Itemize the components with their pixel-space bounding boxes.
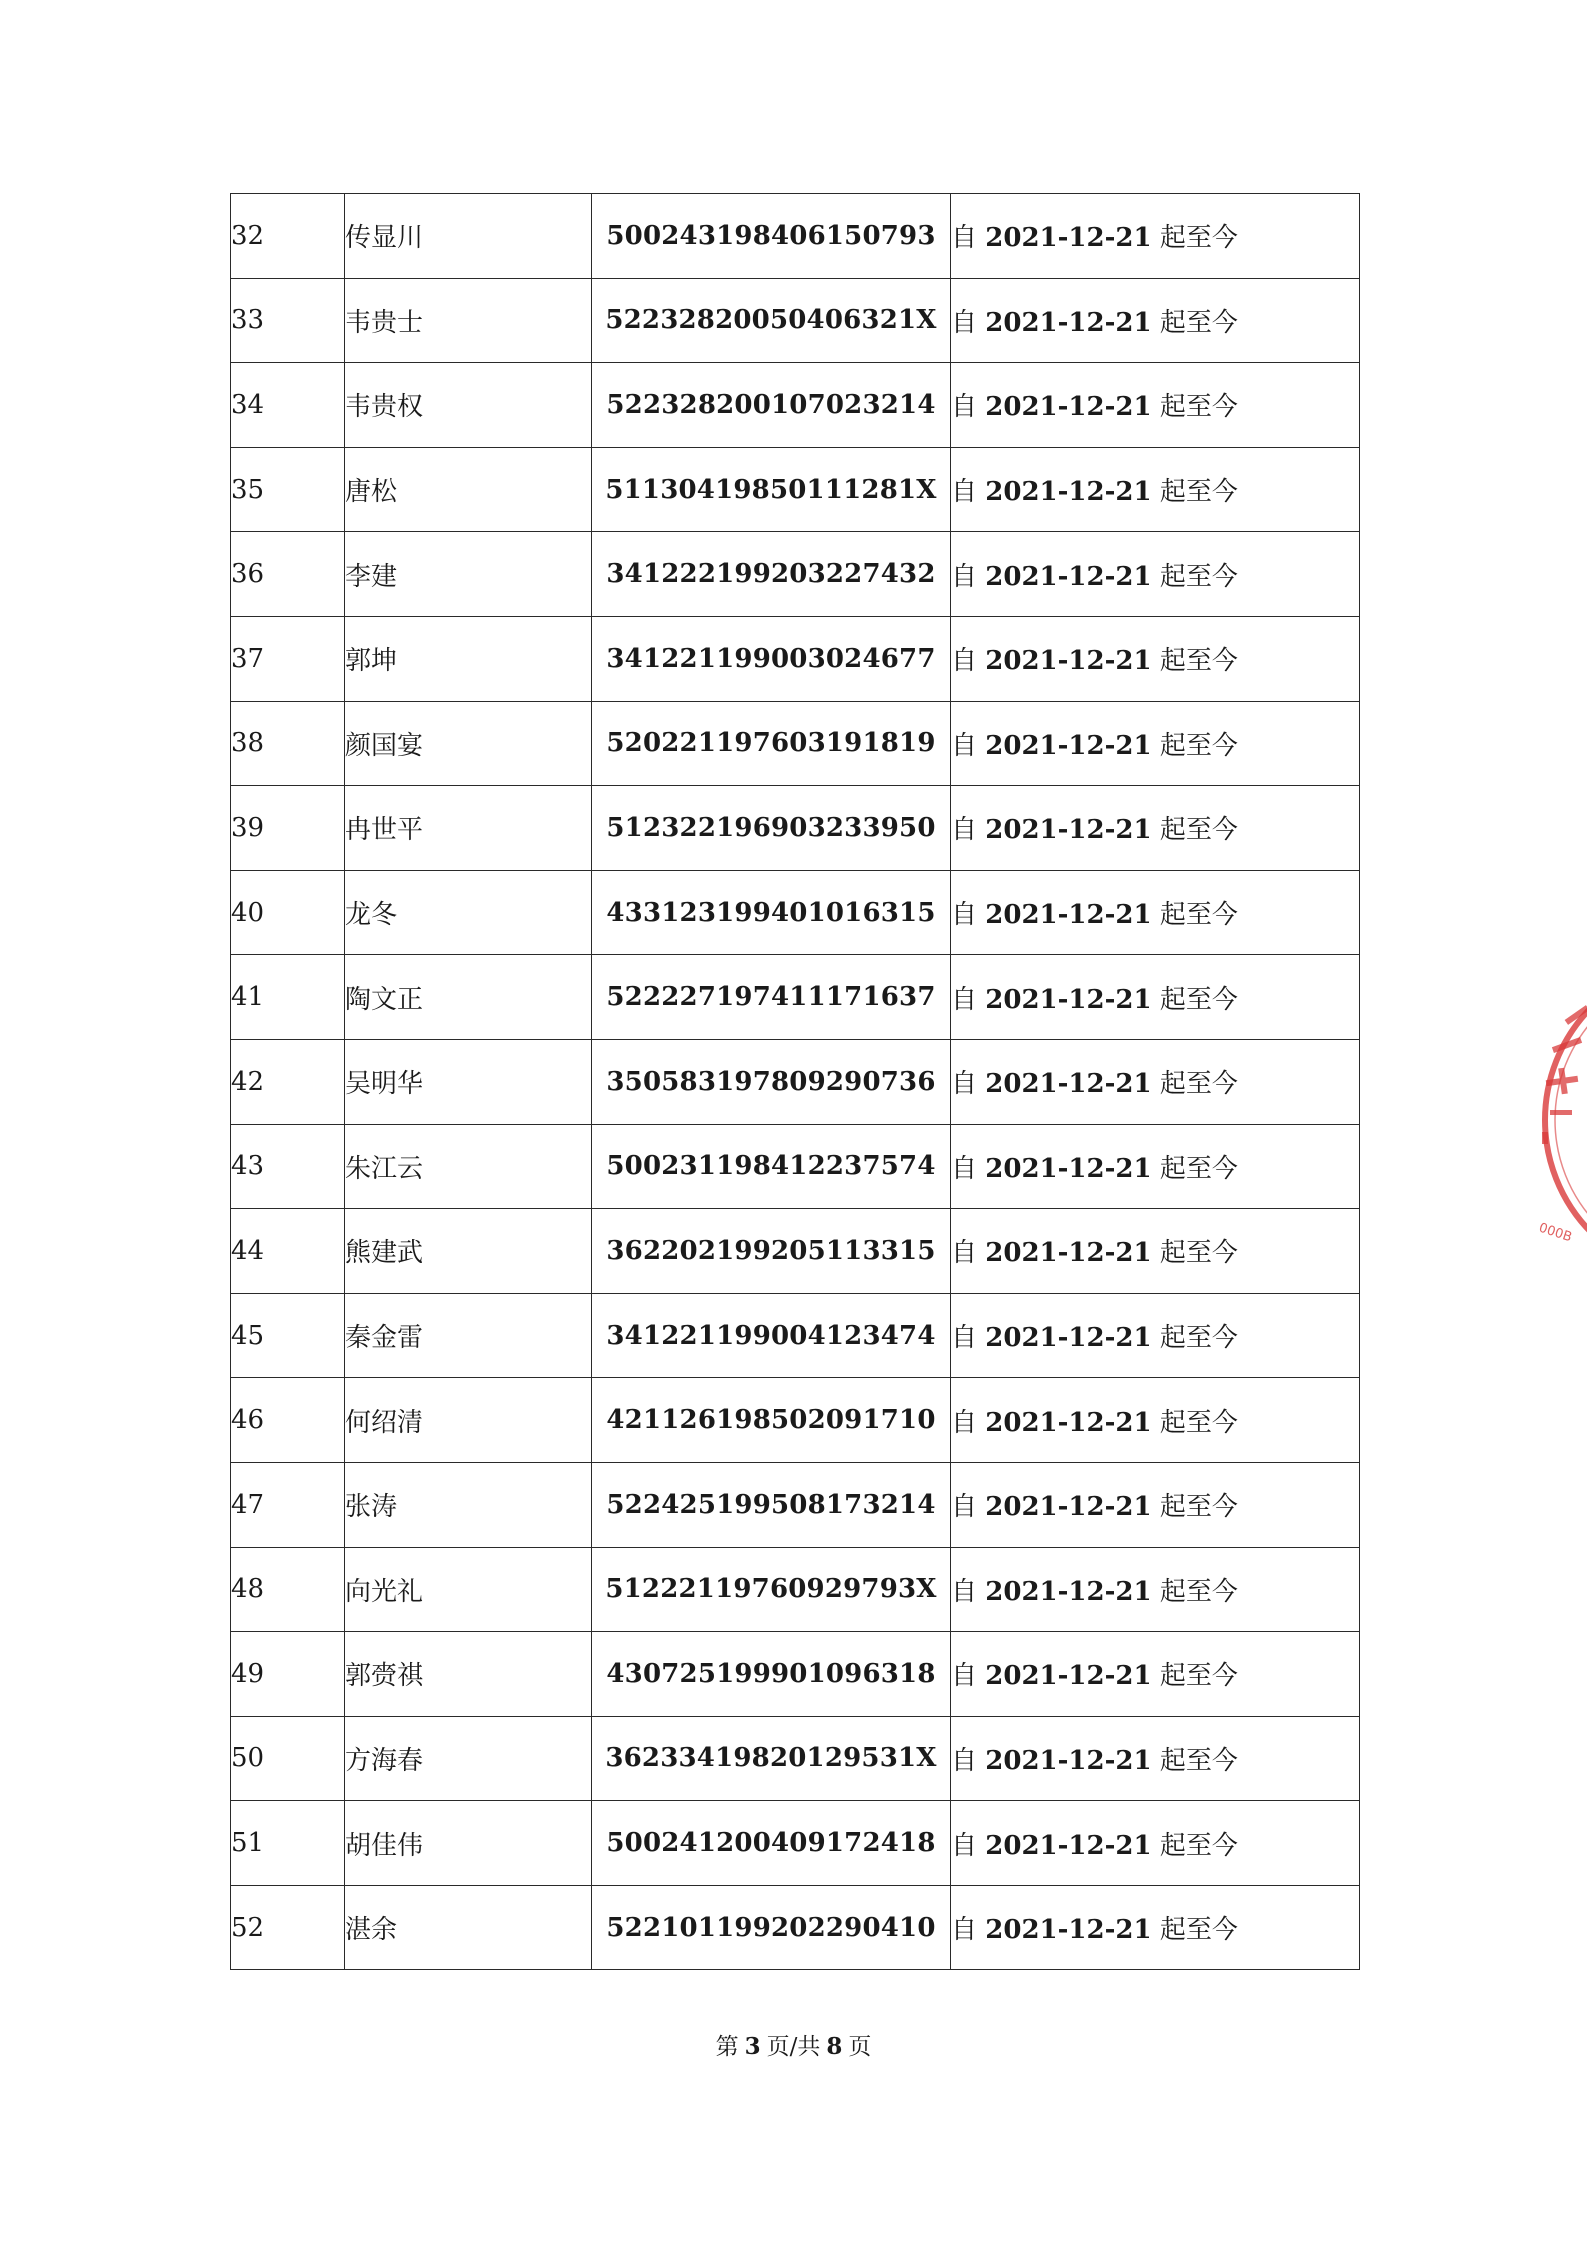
period-suffix: 起至今 (1159, 561, 1238, 592)
id-number-cell: 341221199003024677 (592, 616, 951, 701)
period-suffix: 起至今 (1159, 1915, 1238, 1946)
id-number-cell: 51130419850111281X (592, 447, 951, 532)
period-suffix: 起至今 (1159, 1069, 1238, 1100)
period-start-date: 2021-12-21 (985, 1492, 1152, 1523)
period-prefix: 自 (951, 1915, 978, 1946)
period-cell (951, 1039, 1360, 1124)
period-suffix: 起至今 (1159, 1745, 1238, 1776)
period-start-date: 2021-12-21 (985, 1745, 1152, 1776)
period-cell (951, 786, 1360, 871)
period-suffix: 起至今 (1159, 1323, 1238, 1354)
period-suffix: 起至今 (1159, 646, 1238, 677)
name-cell: 传显川 (345, 194, 592, 279)
row-number-cell: 47 (231, 1462, 345, 1547)
table-row (231, 1547, 1360, 1632)
name-cell: 李建 (345, 532, 592, 617)
id-number-cell: 522227197411171637 (592, 955, 951, 1040)
period-start-date: 2021-12-21 (985, 984, 1152, 1015)
period-cell (951, 870, 1360, 955)
row-number-cell: 42 (231, 1039, 345, 1124)
period-cell (951, 616, 1360, 701)
period-suffix: 起至今 (1159, 477, 1238, 508)
row-number-cell: 51 (231, 1801, 345, 1886)
period-prefix: 自 (951, 646, 978, 677)
period-start-date: 2021-12-21 (985, 1830, 1152, 1861)
period-suffix: 起至今 (1159, 1576, 1238, 1607)
roster-body (231, 194, 1360, 1970)
row-number-cell: 34 (231, 363, 345, 448)
table-row (231, 1039, 1360, 1124)
period-suffix: 起至今 (1159, 223, 1238, 254)
row-number-cell: 38 (231, 701, 345, 786)
period-cell (951, 1209, 1360, 1294)
name-cell: 颜国宴 (345, 701, 592, 786)
row-number-cell: 36 (231, 532, 345, 617)
row-number-cell: 35 (231, 447, 345, 532)
id-number-cell: 51222119760929793X (592, 1547, 951, 1632)
id-number-cell: 520221197603191819 (592, 701, 951, 786)
row-number-cell: 39 (231, 786, 345, 871)
name-cell: 方海春 (345, 1716, 592, 1801)
id-number-cell: 500243198406150793 (592, 194, 951, 279)
table-row (231, 363, 1360, 448)
id-number-cell: 522101199202290410 (592, 1885, 951, 1970)
red-seal-stamp (1530, 950, 1587, 1290)
period-suffix: 起至今 (1159, 730, 1238, 761)
table-row (231, 1378, 1360, 1463)
id-number-cell: 522425199508173214 (592, 1462, 951, 1547)
footer-current-page: 3 (744, 2033, 761, 2060)
table-row (231, 1632, 1360, 1717)
period-cell (951, 1632, 1360, 1717)
period-prefix: 自 (951, 477, 978, 508)
table-row (231, 870, 1360, 955)
period-prefix: 自 (951, 307, 978, 338)
row-number-cell: 33 (231, 278, 345, 363)
table-row (231, 1124, 1360, 1209)
period-start-date: 2021-12-21 (985, 1407, 1152, 1438)
table-row (231, 532, 1360, 617)
period-prefix: 自 (951, 815, 978, 846)
id-number-cell: 500241200409172418 (592, 1801, 951, 1886)
period-start-date: 2021-12-21 (985, 1661, 1152, 1692)
id-number-cell: 52232820050406321X (592, 278, 951, 363)
name-cell: 熊建武 (345, 1209, 592, 1294)
period-prefix: 自 (951, 223, 978, 254)
period-cell (951, 447, 1360, 532)
name-cell: 何绍清 (345, 1378, 592, 1463)
name-cell: 龙冬 (345, 870, 592, 955)
period-start-date: 2021-12-21 (985, 1323, 1152, 1354)
period-cell (951, 532, 1360, 617)
table-row (231, 194, 1360, 279)
period-start-date: 2021-12-21 (985, 815, 1152, 846)
period-cell (951, 194, 1360, 279)
table-row (231, 278, 1360, 363)
name-cell: 胡佳伟 (345, 1801, 592, 1886)
footer-suffix: 页 (848, 2034, 872, 2060)
period-cell (951, 1378, 1360, 1463)
period-cell (951, 1885, 1360, 1970)
row-number-cell: 41 (231, 955, 345, 1040)
period-cell (951, 1293, 1360, 1378)
name-cell: 唐松 (345, 447, 592, 532)
period-suffix: 起至今 (1159, 815, 1238, 846)
period-prefix: 自 (951, 1407, 978, 1438)
name-cell: 韦贵权 (345, 363, 592, 448)
period-cell (951, 1462, 1360, 1547)
table-row (231, 1462, 1360, 1547)
period-start-date: 2021-12-21 (985, 1576, 1152, 1607)
period-cell (951, 1716, 1360, 1801)
period-cell (951, 701, 1360, 786)
row-number-cell: 43 (231, 1124, 345, 1209)
name-cell: 朱江云 (345, 1124, 592, 1209)
table-row (231, 616, 1360, 701)
id-number-cell: 500231198412237574 (592, 1124, 951, 1209)
footer-prefix: 第 (715, 2034, 739, 2060)
period-prefix: 自 (951, 1661, 978, 1692)
period-start-date: 2021-12-21 (985, 477, 1152, 508)
period-prefix: 自 (951, 900, 978, 931)
id-number-cell: 522328200107023214 (592, 363, 951, 448)
period-cell (951, 1124, 1360, 1209)
period-suffix: 起至今 (1159, 900, 1238, 931)
id-number-cell: 430725199901096318 (592, 1632, 951, 1717)
table-row (231, 1209, 1360, 1294)
row-number-cell: 48 (231, 1547, 345, 1632)
name-cell: 秦金雷 (345, 1293, 592, 1378)
period-suffix: 起至今 (1159, 392, 1238, 423)
table-row (231, 701, 1360, 786)
row-number-cell: 49 (231, 1632, 345, 1717)
period-prefix: 自 (951, 1830, 978, 1861)
period-cell (951, 1547, 1360, 1632)
period-prefix: 自 (951, 1745, 978, 1776)
id-number-cell: 512322196903233950 (592, 786, 951, 871)
period-prefix: 自 (951, 984, 978, 1015)
period-prefix: 自 (951, 561, 978, 592)
table-row (231, 786, 1360, 871)
period-start-date: 2021-12-21 (985, 223, 1152, 254)
period-suffix: 起至今 (1159, 1830, 1238, 1861)
period-cell (951, 1801, 1360, 1886)
period-start-date: 2021-12-21 (985, 1153, 1152, 1184)
row-number-cell: 32 (231, 194, 345, 279)
page-footer (0, 2028, 1587, 2061)
roster-table (230, 193, 1360, 1970)
id-number-cell: 350583197809290736 (592, 1039, 951, 1124)
footer-middle: 页/共 (766, 2034, 821, 2060)
name-cell: 韦贵士 (345, 278, 592, 363)
period-start-date: 2021-12-21 (985, 1915, 1152, 1946)
table-row (231, 1293, 1360, 1378)
period-start-date: 2021-12-21 (985, 1069, 1152, 1100)
name-cell: 吴明华 (345, 1039, 592, 1124)
id-number-cell: 421126198502091710 (592, 1378, 951, 1463)
row-number-cell: 46 (231, 1378, 345, 1463)
period-suffix: 起至今 (1159, 307, 1238, 338)
period-suffix: 起至今 (1159, 1153, 1238, 1184)
name-cell: 张涛 (345, 1462, 592, 1547)
period-cell (951, 955, 1360, 1040)
table-row (231, 1716, 1360, 1801)
period-start-date: 2021-12-21 (985, 392, 1152, 423)
period-start-date: 2021-12-21 (985, 1238, 1152, 1269)
id-number-cell: 433123199401016315 (592, 870, 951, 955)
row-number-cell: 52 (231, 1885, 345, 1970)
seal-partial-text: 000B (1536, 1220, 1574, 1246)
period-cell (951, 363, 1360, 448)
name-cell: 湛余 (345, 1885, 592, 1970)
id-number-cell: 36233419820129531X (592, 1716, 951, 1801)
row-number-cell: 45 (231, 1293, 345, 1378)
period-suffix: 起至今 (1159, 1238, 1238, 1269)
table-row (231, 447, 1360, 532)
row-number-cell: 37 (231, 616, 345, 701)
period-suffix: 起至今 (1159, 984, 1238, 1015)
period-start-date: 2021-12-21 (985, 900, 1152, 931)
period-suffix: 起至今 (1159, 1661, 1238, 1692)
period-prefix: 自 (951, 730, 978, 761)
name-cell: 冉世平 (345, 786, 592, 871)
name-cell: 向光礼 (345, 1547, 592, 1632)
footer-total-pages: 8 (826, 2033, 843, 2060)
period-start-date: 2021-12-21 (985, 307, 1152, 338)
id-number-cell: 341222199203227432 (592, 532, 951, 617)
period-prefix: 自 (951, 1153, 978, 1184)
row-number-cell: 50 (231, 1716, 345, 1801)
table-row (231, 1801, 1360, 1886)
period-prefix: 自 (951, 1069, 978, 1100)
period-prefix: 自 (951, 1576, 978, 1607)
period-prefix: 自 (951, 1492, 978, 1523)
period-suffix: 起至今 (1159, 1492, 1238, 1523)
id-number-cell: 341221199004123474 (592, 1293, 951, 1378)
id-number-cell: 362202199205113315 (592, 1209, 951, 1294)
period-prefix: 自 (951, 1323, 978, 1354)
name-cell: 陶文正 (345, 955, 592, 1040)
period-start-date: 2021-12-21 (985, 561, 1152, 592)
period-start-date: 2021-12-21 (985, 730, 1152, 761)
table-row (231, 1885, 1360, 1970)
name-cell: 郭赍祺 (345, 1632, 592, 1717)
table-row (231, 955, 1360, 1040)
period-prefix: 自 (951, 392, 978, 423)
period-suffix: 起至今 (1159, 1407, 1238, 1438)
row-number-cell: 44 (231, 1209, 345, 1294)
row-number-cell: 40 (231, 870, 345, 955)
period-start-date: 2021-12-21 (985, 646, 1152, 677)
period-prefix: 自 (951, 1238, 978, 1269)
name-cell: 郭坤 (345, 616, 592, 701)
period-cell (951, 278, 1360, 363)
